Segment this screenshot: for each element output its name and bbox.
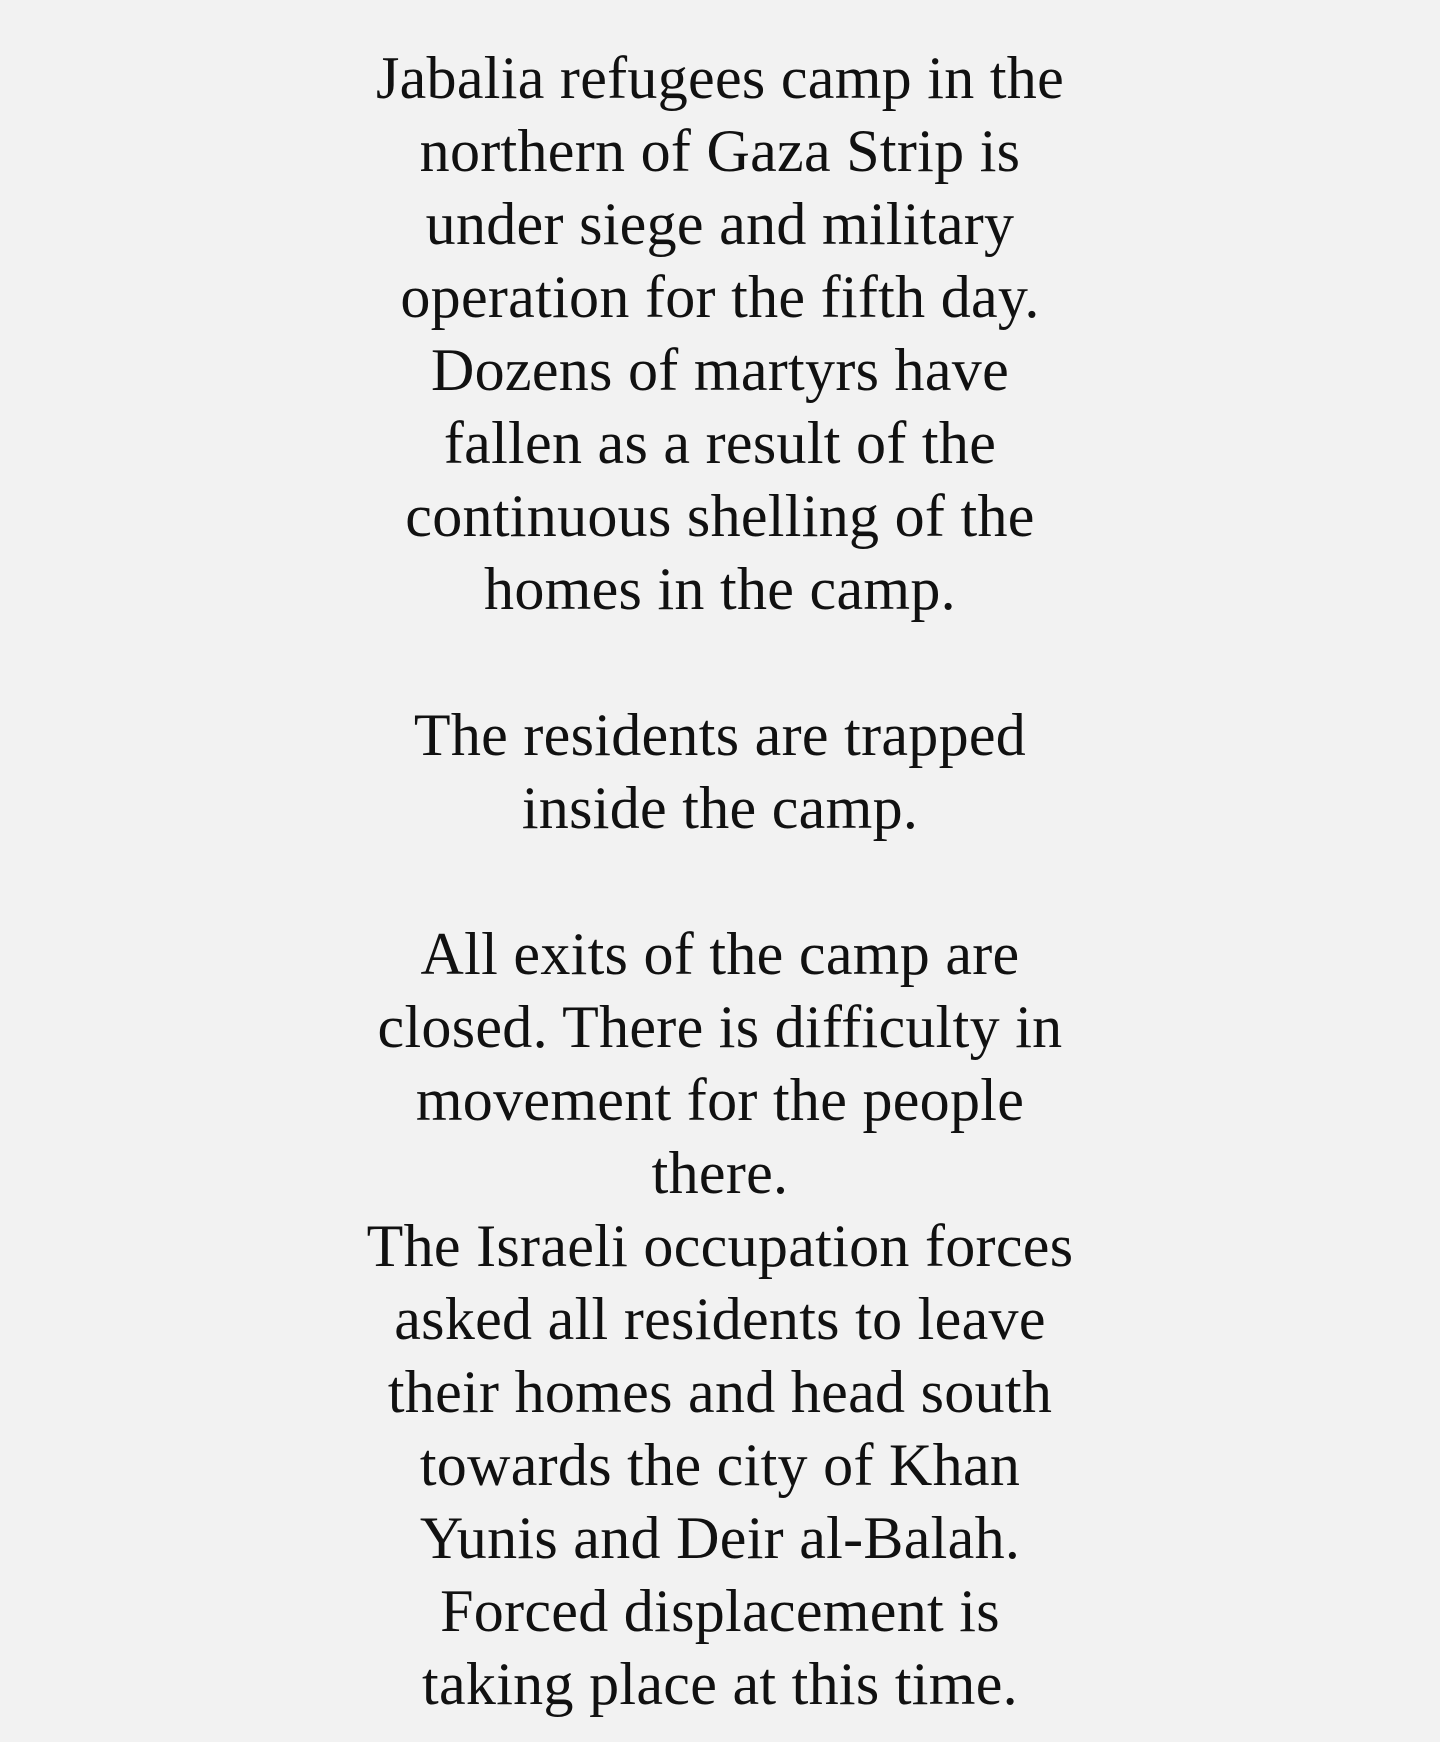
text-line: fallen as a result of the [443,410,997,476]
text-line: under siege and military [425,191,1015,257]
text-line: Yunis and Deir al-Balah. [419,1505,1021,1571]
text-line: The Israeli occupation forces [366,1213,1074,1279]
paragraph-spacer [300,845,1140,918]
text-line: Forced displacement is [440,1578,1000,1644]
text-line: northern of Gaza Strip is [419,118,1021,184]
text-line: Dozens of martyrs have [430,337,1010,403]
text-line: inside the camp. [521,775,919,841]
text-line: continuous shelling of the [405,483,1035,549]
text-line: Jabalia refugees camp in the [375,45,1065,111]
text-line: closed. There is difficulty in [377,994,1063,1060]
text-line: taking place at this time. [422,1651,1018,1717]
text-line: The residents are trapped [413,702,1027,768]
text-line: asked all residents to leave [394,1286,1046,1352]
paragraph-1 [300,42,1140,626]
paragraph-3 [300,918,1140,1721]
article-text [300,42,1140,1721]
text-line: All exits of the camp are [420,921,1020,987]
text-line: there. [651,1140,789,1206]
text-line: movement for the people [415,1067,1025,1133]
text-line: operation for the fifth day. [400,264,1040,330]
paragraph-spacer [300,626,1140,699]
text-line: homes in the camp. [484,556,956,622]
paragraph-2 [300,699,1140,845]
text-line: their homes and head south [387,1359,1053,1425]
text-line: towards the city of Khan [419,1432,1021,1498]
